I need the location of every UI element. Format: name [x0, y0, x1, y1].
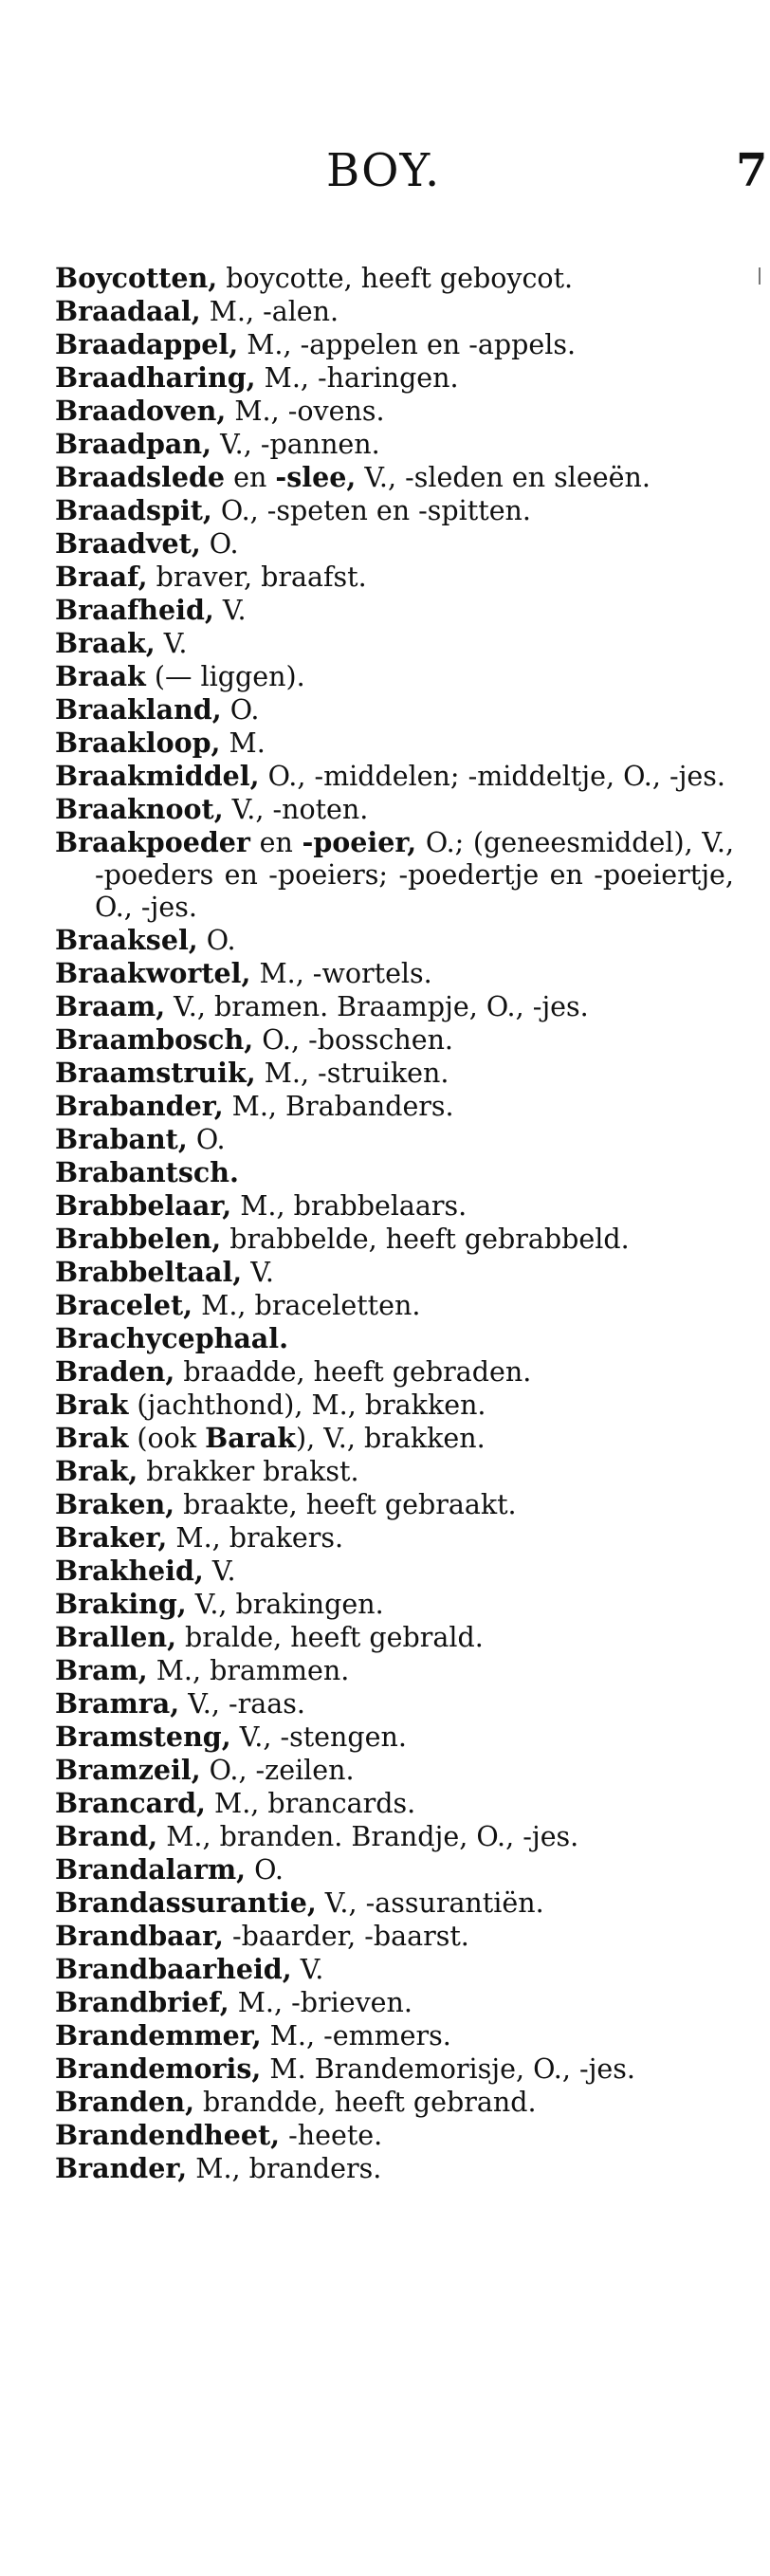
entry-definition: V., -stengen.: [230, 1721, 407, 1753]
entry-headword: Brandemoris,: [55, 2052, 262, 2085]
entry-definition: O.: [200, 528, 239, 560]
entry-headword: Braakmiddel,: [55, 760, 260, 792]
dictionary-entry: [55, 1687, 734, 1720]
entry-definition: -baarder, -baarst.: [223, 1921, 469, 1952]
entry-headword: Braking,: [55, 1588, 187, 1620]
entry-headword: Bram,: [55, 1654, 148, 1686]
dictionary-entry: [55, 1256, 734, 1289]
entry-headword: Braadoven,: [55, 395, 227, 427]
entry-headword: Braadpan,: [55, 428, 212, 460]
entry-headword: Boycotten,: [55, 262, 218, 294]
dictionary-entry: [55, 262, 734, 295]
dictionary-entry: [55, 1156, 734, 1189]
entry-definition: O., -speten en -spitten.: [211, 495, 531, 526]
dictionary-entry: [55, 2086, 734, 2119]
entry-headword: Braadappel,: [55, 328, 239, 360]
entry-definition: V.: [155, 628, 188, 659]
entry-headword: Bramsteng,: [55, 1720, 231, 1753]
dictionary-entry: [55, 660, 734, 693]
dictionary-entry: [55, 1090, 734, 1123]
entry-definition: M., brakers.: [167, 1522, 344, 1554]
entry-headword: Braakland,: [55, 693, 222, 726]
entry-definition: V.: [242, 1257, 274, 1288]
entry-headword: Braken,: [55, 1488, 175, 1520]
dictionary-entry: [55, 1621, 734, 1654]
entry-definition: M.: [220, 727, 266, 759]
dictionary-entry: [55, 1820, 734, 1853]
entry-definition: M., -emmers.: [261, 2020, 451, 2052]
entry-headword: Braaksel,: [55, 924, 198, 956]
entry-headword: Braker,: [55, 1521, 168, 1554]
dictionary-entry: [55, 594, 734, 627]
dictionary-entry: [55, 461, 734, 494]
entry-headword: Bramra,: [55, 1687, 180, 1720]
entry-headword: Brabander,: [55, 1090, 224, 1122]
dictionary-entry: [55, 826, 734, 924]
dictionary-entry: [55, 361, 734, 395]
dictionary-entry: [55, 1322, 734, 1355]
entry-headword: Brak: [55, 1422, 129, 1454]
entry-definition: O.: [246, 1854, 284, 1886]
entry-definition: M., -ovens.: [226, 396, 385, 427]
entry-definition: en: [249, 827, 302, 858]
entry-definition: O.: [197, 925, 236, 956]
entry-headword: Brandbaar,: [55, 1920, 224, 1952]
dictionary-entry: [55, 1521, 734, 1555]
entry-headword-variant: -slee,: [275, 461, 357, 493]
entry-definition: bralde, heeft gebrald.: [176, 1622, 484, 1653]
entry-headword: Brancard,: [55, 1787, 206, 1819]
dictionary-entry: [55, 793, 734, 826]
entry-headword: Braadvet,: [55, 527, 201, 560]
entry-definition: boycotte, heeft geboycot.: [217, 263, 574, 294]
entry-definition: M., braceletten.: [192, 1290, 421, 1321]
dictionary-entry: [55, 924, 734, 957]
entry-definition-continued: V., -sleden en sleeën.: [356, 462, 651, 493]
entry-headword-variant: Barak: [205, 1422, 296, 1454]
entry-definition: M., brancards.: [205, 1788, 416, 1819]
entry-definition: M., -appelen en -appels.: [238, 329, 577, 360]
entry-headword: Brandbrief,: [55, 1986, 229, 2018]
dictionary-entry: [55, 2152, 734, 2185]
entry-headword: Braden,: [55, 1355, 175, 1388]
entry-definition: M., Brabanders.: [223, 1091, 454, 1122]
entry-definition: M., brabbelaars.: [231, 1190, 468, 1222]
page-header: [0, 142, 770, 209]
entry-definition: V., -raas.: [179, 1688, 305, 1720]
entry-headword: Braak: [55, 660, 146, 692]
dictionary-entry: [55, 1654, 734, 1687]
entry-definition: (ook: [128, 1423, 206, 1454]
margin-mark: [759, 267, 761, 285]
dictionary-entry: [55, 1488, 734, 1521]
entry-definition: O.: [187, 1124, 226, 1155]
dictionary-entry: [55, 1389, 734, 1422]
entry-definition: M., branden. Brandje, O., -jes.: [157, 1821, 579, 1852]
entry-definition: M., branders.: [187, 2153, 382, 2184]
entry-headword-variant: -poeier,: [302, 826, 417, 858]
entry-headword: Braambosch,: [55, 1023, 254, 1056]
entry-definition: en: [225, 462, 276, 493]
entry-definition: V., -noten.: [223, 794, 369, 825]
dictionary-entry: [55, 693, 734, 727]
dictionary-entry: [55, 957, 734, 990]
dictionary-entry: [55, 1422, 734, 1455]
dictionary-entry: [55, 527, 734, 561]
entry-headword: Brandassurantie,: [55, 1886, 317, 1919]
dictionary-entry: [55, 1920, 734, 1953]
dictionary-entry: [55, 328, 734, 361]
entry-definition: V., bramen. Braampje, O., -jes.: [165, 991, 589, 1022]
entry-headword: Braadaal,: [55, 295, 201, 327]
dictionary-entry: [55, 627, 734, 660]
entry-headword: Brabbelaar,: [55, 1189, 232, 1222]
entry-headword: Brallen,: [55, 1621, 176, 1653]
dictionary-entry: [55, 395, 734, 428]
entry-definition: M. Brandemorisje, O., -jes.: [261, 2053, 635, 2085]
dictionary-entry: [55, 295, 734, 328]
entry-definition: V.: [213, 595, 247, 626]
entry-headword: Brandbaarheid,: [55, 1953, 292, 1985]
page-number: 7: [736, 144, 768, 197]
entry-headword: Bracelet,: [55, 1289, 193, 1321]
entry-definition: -heete.: [280, 2120, 383, 2151]
dictionary-entry: [55, 1588, 734, 1621]
entry-definition: O.: [221, 694, 260, 726]
entry-definition: braver, braafst.: [147, 561, 367, 593]
dictionary-entry: [55, 1953, 734, 1986]
entry-definition: M., -haringen.: [255, 362, 459, 394]
entry-definition-continued: O.; (geneesmiddel), V., -poeders en -poeiers; -poedertje en -poeiertje, O., -jes.: [95, 827, 735, 923]
dictionary-entry: [55, 2019, 734, 2052]
entry-headword: Braaknoot,: [55, 793, 224, 825]
entry-headword: Braak,: [55, 627, 156, 659]
running-head: BOY.: [326, 144, 441, 197]
entry-definition: (jachthond), M., brakken.: [128, 1389, 486, 1421]
entry-headword: Braafheid,: [55, 594, 214, 626]
dictionary-entry: [55, 561, 734, 594]
dictionary-entry: [55, 1189, 734, 1223]
dictionary-entry: [55, 494, 734, 527]
entry-definition: M., brammen.: [147, 1655, 350, 1686]
entry-definition: M., -wortels.: [250, 958, 432, 989]
entry-headword: Braamstruik,: [55, 1057, 256, 1089]
entry-headword: Brand,: [55, 1820, 158, 1852]
entry-headword: Brabantsch.: [55, 1156, 239, 1188]
entry-headword: Braakpoeder: [55, 826, 250, 858]
entry-headword: Brak,: [55, 1455, 138, 1487]
entry-definition: brakker brakst.: [138, 1456, 359, 1487]
entry-headword: Bramzeil,: [55, 1754, 201, 1786]
entry-headword: Brandalarm,: [55, 1853, 247, 1886]
entry-definition-continued: ), V., brakken.: [295, 1423, 486, 1454]
entry-headword: Brandendheet,: [55, 2119, 281, 2151]
dictionary-entry: [55, 1986, 734, 2019]
entry-headword: Brabbelen,: [55, 1223, 222, 1255]
dictionary-entry: [55, 1455, 734, 1488]
entry-definition: M., -alen.: [200, 296, 339, 327]
dictionary-entry: [55, 1787, 734, 1820]
dictionary-entry: [55, 1720, 734, 1754]
dictionary-entry: [55, 990, 734, 1023]
entry-headword: Brachycephaal.: [55, 1322, 289, 1354]
entry-list: [55, 262, 734, 2185]
entry-definition: V., brakingen.: [186, 1589, 384, 1620]
entry-definition: O., -middelen; -middeltje, O., -jes.: [259, 761, 725, 792]
dictionary-entry: [55, 1289, 734, 1322]
entry-headword: Braam,: [55, 990, 166, 1022]
dictionary-entry: [55, 2052, 734, 2086]
dictionary-entry: [55, 1754, 734, 1787]
entry-headword: Brakheid,: [55, 1555, 204, 1587]
dictionary-entry: [55, 1223, 734, 1256]
dictionary-entry: [55, 1057, 734, 1090]
entry-definition: braadde, heeft gebraden.: [174, 1356, 532, 1388]
entry-headword: Braakwortel,: [55, 957, 251, 989]
dictionary-entry: [55, 1886, 734, 1920]
entry-definition: braakte, heeft gebraakt.: [174, 1489, 517, 1520]
entry-definition: O., -zeilen.: [200, 1755, 355, 1786]
dictionary-entry: [55, 727, 734, 760]
entry-definition: brabbelde, heeft gebrabbeld.: [221, 1224, 630, 1255]
entry-headword: Braadspit,: [55, 494, 212, 526]
entry-definition: V., -pannen.: [211, 429, 380, 460]
entry-definition: brandde, heeft gebrand.: [194, 2087, 537, 2118]
dictionary-entry: [55, 1023, 734, 1057]
dictionary-entry: [55, 428, 734, 461]
entry-definition: V., -assurantiën.: [316, 1887, 544, 1919]
entry-headword: Brander,: [55, 2152, 188, 2184]
dictionary-entry: [55, 1853, 734, 1886]
entry-definition: (— liggen).: [145, 661, 305, 692]
entry-definition: M., -brieven.: [229, 1987, 412, 2018]
dictionary-entry: [55, 1123, 734, 1156]
dictionary-entry: [55, 2119, 734, 2152]
dictionary-entry: [55, 760, 734, 793]
entry-headword: Braadharing,: [55, 361, 256, 394]
dictionary-entry: [55, 1555, 734, 1588]
entry-definition: V.: [203, 1555, 236, 1587]
entry-headword: Braakloop,: [55, 727, 221, 759]
entry-headword: Brandemmer,: [55, 2019, 262, 2052]
entry-headword: Brabant,: [55, 1123, 188, 1155]
entry-headword: Branden,: [55, 2086, 194, 2118]
entry-headword: Brabbeltaal,: [55, 1256, 243, 1288]
entry-definition: M., -struiken.: [255, 1058, 449, 1089]
entry-definition: O., -bosschen.: [253, 1024, 453, 1056]
entry-headword: Braadslede: [55, 461, 226, 493]
entry-headword: Brak: [55, 1389, 129, 1421]
entry-headword: Braaf,: [55, 561, 148, 593]
entry-definition: V.: [291, 1954, 324, 1985]
dictionary-entry: [55, 1355, 734, 1389]
